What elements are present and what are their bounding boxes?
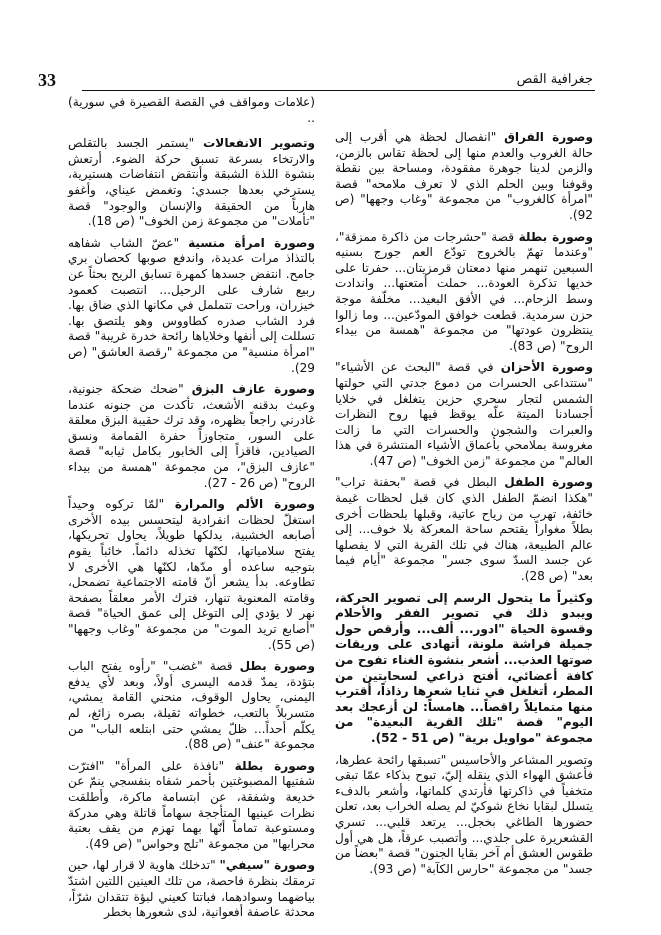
paragraph-lead: وصورة "سيفي" (219, 858, 316, 873)
running-header: جغرافية القص (516, 72, 593, 87)
left-column (68, 95, 315, 927)
paragraph (68, 95, 315, 126)
paragraph (68, 497, 315, 653)
paragraph-text: البطل في قصة "بحفنة تراب" "هكذا انضمّ الطفل الذي كان قبل لحظات غيمة خائفة، تهرب من رياح عاتية، وقبلها بلحظات أخرى بطلاً مغواراً يقتحم ساحة المعركة بلا خوف... إلى عالم الطبيعة، هناك في تلك القرية التي لا يفصلها عن جسد السدّ سوى جسر" مجموعة "أيام فيما بعد" (ص 28). (335, 475, 593, 584)
paragraph-text: "ضحك ضحكة جنونية، وعبث بدقنه الأشعث، تأكدت من جنونه عندما غادرني راجعاً بظهره، وقد ترك حقيبة البزق معلقة على السور، متجاوزاً حفرة القمامة ونسق الصيادين، فاقزاً إلى الخابور بكامل ثيابه" قصة "عازف البزق"، من مجموعة "همسة من بيداء الروح" (ص 26 - 27). (68, 382, 315, 490)
paragraph-lead: وصورة الفراق (504, 130, 593, 144)
paragraph-lead: وصورة بطل (239, 659, 316, 674)
paragraph-text: "لمّا تركوه وحيداً استغلّ لحظات انفرادية ليتحسس بيده الأخرى أصابعه الخشبية، يدلكها طويلاً، يحاول تحريكها، يفتح سلامياتها، لكنّها تخذله دائماً. خائباً يقوم بتوجيه ساعده أو مدّها، لكنّها هي الأخرى لا تطاوعه. بدأ يشعر أنّ قامته الاجتماعية تضمحل، وقامته المعنوية تنهار، فترك الأمر معلقاً بصفحة نهر لا يؤدي إلى التوغل إلى عمق الحياة" قصة "أصابع تريد الموت" من مجموعة "وغاب وجهها" (ص 55). (68, 497, 315, 652)
paragraph-text: (علامات ومواقف في القصة القصيرة في سورية) .. (68, 95, 315, 125)
paragraph (335, 753, 593, 878)
paragraph (335, 591, 593, 747)
paragraph-lead: وصورة الأحزان (500, 360, 593, 375)
right-column (335, 130, 593, 883)
paragraph-lead: وصورة الألم والمرارة (174, 497, 315, 512)
paragraph (68, 659, 315, 753)
paragraph-text: في قصة "البحث عن الأشياء" "ستتداعى الحسرات من دموع جدتي التي حولتها الشمس لتجار سحري حزين يتغلغل في خلايا أجسادنا الميتة علّه يوقظ فيها روح النظرات والعبرات والشجون والحسرات التي ما زالت مغروسة بملامحي بأعماق الأشياء المنتشرة في هذا العالم" من مجموعة "زمن الخوف" (ص 47). (335, 360, 593, 468)
paragraph-text: "تدخلك هاوية لا قرار لها، حين ترمقك بنظرة فاحصة، من تلك العينين اللتين اشتدّ بياضهما وسوادهما، فباتتا كعيني لبؤة تتقدان شرّاً، محدثة عاصفة أفعوانية، لدى شعورها بخطر (68, 858, 315, 920)
paragraph-text: "نافذة على المرأة" "افترّت شفتيها المصبوغتين بأحمر شفاه بنفسجي ينمّ عن خديعة وشفقة، عن ابتسامة ماكرة، وأطلقت نظرات عينيها المتأججة سهاماً قاتلة وهي مدركة ومستوعبة تماماً أنّها بهما تهزم من يقف بعتبة محرابها" من مجموعة "تلج وحواس" (ص 49). (68, 758, 315, 851)
paragraph (335, 475, 593, 584)
paragraph-lead: وصورة عازف البزق (191, 382, 315, 397)
paragraph-text: قصة "غضب" "رأوه يفتح الباب بتؤدة، يمدّ قدمه اليسرى أولاً، وبعد لأي يدفع اليمنى، يحاول الوقوف، منحني القامة يمشي، متسربلاً بالتعب، خطواته ثقيلة، بصره زائغ، لم يكلّم أحداً... ظلّ يمشي حتى ابتلعه الباب" من مجموعة "عنف" (ص 88). (68, 659, 315, 752)
header-rule (82, 90, 595, 91)
paragraph-lead: وتصوير الانفعالات (203, 136, 315, 151)
paragraph (335, 360, 593, 469)
paragraph-text: "انفصال لحظة هي أقرب إلى حالة الغروب والعدم منها إلى لحظة تقاس بالزمن، والزمن لدينا جوهرة مفقودة، ومساحة بين نقطة وقوفنا وبين الحلم الذي لا تعرف ملامحه" قصة "امرأة كالغروب" من مجموعة "وغاب وجهها" (ص 92). (335, 130, 593, 222)
paragraph-lead: وصورة امرأة منسية (188, 235, 315, 250)
paragraph (68, 236, 315, 376)
paragraph-lead: وصورة بطلة (518, 229, 593, 244)
paragraph-text: وتصوير المشاعر والأحاسيس "تسبقها رائحة عطرها، فأعشق الهواء الذي ينقله إليّ، تبوح بذكاء عمّا تبقى متخفياً في ذاكرتها فأرتدي كلماتها، وأشعر بالدفء يتسلل لبقايا نخاع شوكيّ لم يصله الخراب بعد، تعلن حضورها الطاغي بخجل... يرتعد قلبي... تسري القشعريرة على جلدي... وأتصبب عرقاً، هل هي أول طقوس العشق أم آخر بقايا الجنون" قصة "بعضاً من جسد" من مجموعة "حارس الكآبة" (ص 93). (335, 752, 593, 876)
paragraph (68, 136, 315, 230)
paragraph (335, 230, 593, 355)
paragraph (68, 858, 315, 920)
paragraph (335, 130, 593, 224)
paragraph-text: "يستمر الجسد بالتقلص والارتخاء بسرعة تسبق حركة الضوء. أرتعش بنشوة اللذة الشبقة وأنتقض انتفاضات هستيرية، يسترخي بعدها جسدي: وتغمض عيناي، وأغفو هارباً من الحقيقة والإنسان والوجود" قصة "تأملات" من مجموعة زمن الخوف" (ص 18). (68, 136, 315, 229)
paragraph (68, 759, 315, 853)
paragraph-lead: وصورة بطلة (234, 758, 315, 773)
paragraph-lead: وصورة الطفل (504, 475, 593, 490)
paragraph-text: قصة "حشرجات من ذاكرة ممزقة"، "وعندما تهمّ بالخروج تودّع العم جورج بسنيه السبعين تنهمر منها دمعتان قرمزيتان... حفرتا على خديها تذكرة العودة... حملت أمتعتها... واندادت وسط الزحام... في الأفق البعيد... مخلّفة موجة حزن سرمدية. قطعت خوافق المودّعين... وما زالوا ينتظرون عودتها" من مجموعة "همسة من بيداء الروح" (ص 83). (335, 229, 593, 353)
paragraph (68, 382, 315, 491)
paragraph-text: "عضّ الشاب شفاهه بالتذاذ مرات عديدة، واندفع صوبها كحصان بري جامح. انتفض جسدها كمهرة تسابق الريح بحثاً عن ربيع شارف على الرحيل... انتصبت كعمود خيزران، وراحت تتململ في مكانها الذي ضاق بها. فرد الشاب صدره كطاووس وهو يلتصق بها. تسللت إلى أنفها وخلاياها رائحة خدرة غريبة" قصة "امرأة منسية" من مجموعة "رقصة العاشق" (ص 29). (68, 235, 315, 375)
paragraph-text: وكثيراً ما يتحول الرسم إلى تصوير الحركة، ويبدو ذلك في تصوير الفقر والأحلام وقسوة الحياة "ادور... ألف... وأرقص حول جميلة فراشة ملونة، أتهادى على وريقات صوتها العذب... أشعر بنشوة الغناء تفوح من كافة أعضائي، أفتح ذراعي لسحابتين من المطر، أتغلغل في ثنايا شعرها رذاذاً، أقترب منها متمايلاً راقصاً... هامساً: لن أزعجك بعد اليوم" قصة "تلك القرية البعيدة" من مجموعة "مواويل برية" (ص 51 - 52). (335, 590, 593, 745)
page-number: 33 (38, 70, 56, 90)
